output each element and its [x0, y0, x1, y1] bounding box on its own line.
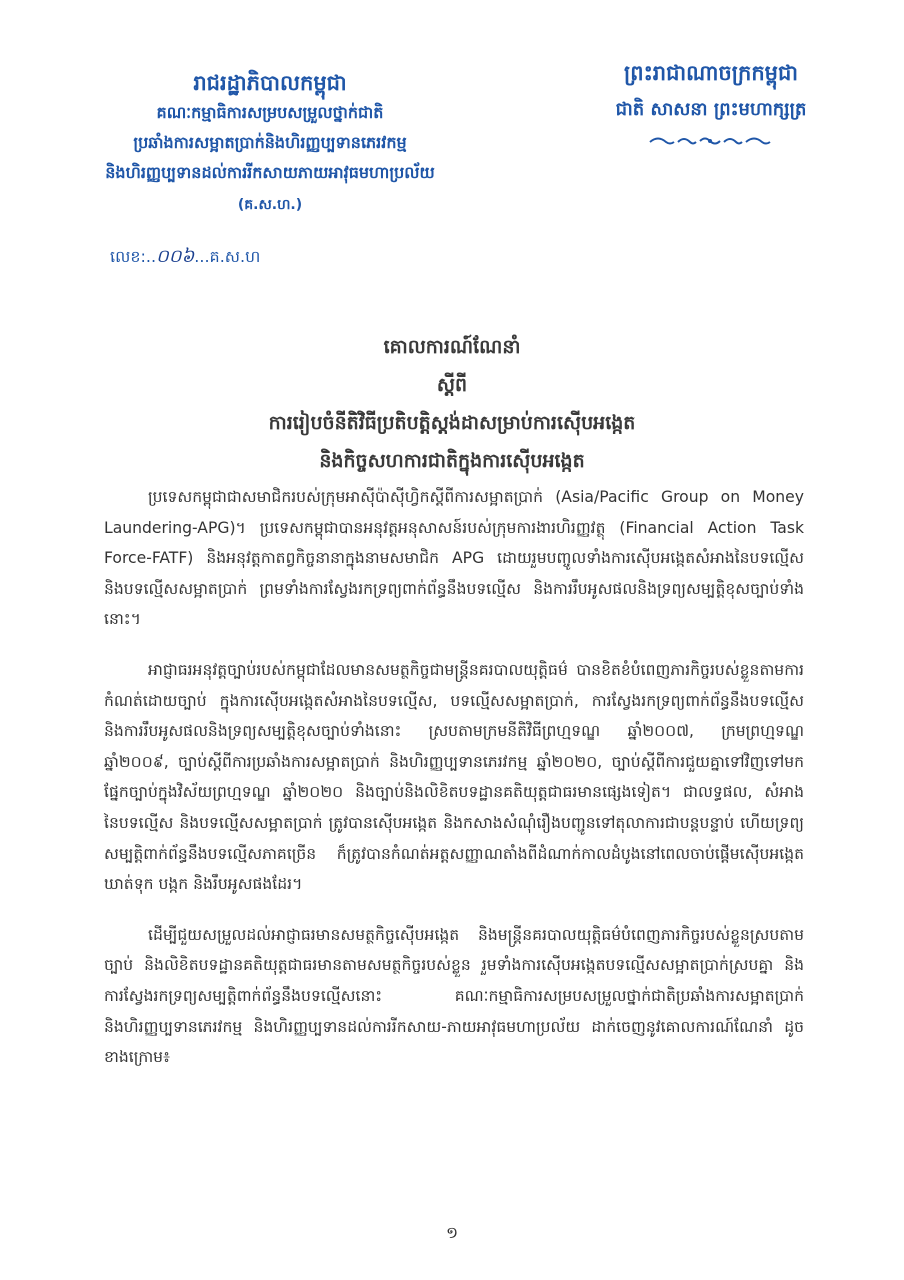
title-line-3: ការរៀបចំនីតិវិធីប្រតិបត្តិស្តង់ដាសម្រាប់ការស៊ើបអង្កេត [268, 412, 636, 434]
kingdom-header [586, 54, 836, 148]
reference-label: លេខ: [110, 247, 146, 266]
ornament-icon [646, 134, 776, 148]
committee-name: គណៈកម្មាធិការសម្របសម្រួលថ្នាក់ជាតិ [156, 103, 384, 122]
kingdom-name: ព្រះរាជាណាចក្រកម្ពុជា [623, 61, 798, 85]
document-title [150, 328, 754, 480]
title-line-1: គោលការណ៍ណែនាំ [383, 336, 521, 358]
paragraph: ដើម្បីជួយសម្រួលដល់អាជ្ញាធរមានសមត្ថកិច្ចស៊ើបអង្កេត និងមន្ត្រីនគរបាលយុត្តិធម៌បំពេញភារកិច្ចរបស់ខ្លួនស្របតាមច្បាប់ និងលិខិតបទដ្ឋានគតិយុត្តជាធរមានតាមសមត្ថកិច្ចរបស់ខ្លួន រួមទាំងការស៊ើបអង្កេតបទល្មើសសម្អាតប្រាក់ស្របគ្នា និងការស្វែងរកទ្រព្យសម្បត្តិពាក់ព័ន្ធនឹងបទល្មើសនោះ គណៈកម្មាធិការសម្របសម្រួលថ្នាក់ជាតិប្រឆាំងការសម្អាតប្រាក់ និងហិរញ្ញប្បទានភេរវកម្ម និងហិរញ្ញប្បទានដល់ការរីកសាយ-ភាយអាវុធមហាប្រល័យ ដាក់ចេញនូវគោលការណ៍ណែនាំ ដូចខាងក្រោម៖ [104, 925, 804, 1067]
reference-suffix: គ.ស.ហ [209, 247, 261, 266]
document-body [104, 482, 804, 1093]
committee-name-line3: និងហិរញ្ញប្បទានដល់ការរីកសាយភាយអាវុធមហាប្រល័យ [105, 163, 435, 182]
page-number: ១ [445, 1223, 459, 1242]
paragraph: ប្រទេសកម្ពុជាជាសមាជិករបស់ក្រុមអាស៊ីប៉ាស៊ីហ្វិកស្តីពីការសម្អាតប្រាក់ (Asia/Pacific Group on Money Laundering-APG)។ ប្រទេសកម្ពុជាបានអនុវត្តអនុសាសន៍របស់ក្រុមការងារហិរញ្ញវត្ថុ (Financial Action Task Force-FATF) និងអនុវត្តកាតព្វកិច្ចនានាក្នុងនាមសមាជិក APG ដោយរួមបញ្ចូលទាំងការស៊ើបអង្កេតសំអាងនៃបទល្មើស និងបទល្មើសសម្អាតប្រាក់ ព្រមទាំងការស្វែងរកទ្រព្យពាក់ព័ន្ធនឹងបទល្មើស និងការរឹបអូសផលនិងទ្រព្យសម្បត្តិខុសច្បាប់ទាំងនោះ។ [104, 488, 804, 629]
issuing-authority-header [60, 68, 480, 220]
committee-abbreviation: (គ.ស.ហ.) [237, 197, 303, 213]
title-line-2: ស្តីពី [436, 374, 468, 396]
reference-number: លេខ:..០០៦...គ.ស.ហ [110, 246, 261, 267]
government-name: រាជរដ្ឋាភិបាលកម្ពុជា [193, 71, 347, 95]
paragraph: អាជ្ញាធរអនុវត្តច្បាប់របស់កម្ពុជាដែលមានសមត្ថកិច្ចជាមន្ត្រីនគរបាលយុត្តិធម៌ បានខិតខំបំពេញភារកិច្ចរបស់ខ្លួនតាមការកំណត់ដោយច្បាប់ ក្នុងការស៊ើបអង្កេតសំអាងនៃបទល្មើស, បទល្មើសសម្អាតប្រាក់, ការស្វែងរកទ្រព្យពាក់ព័ន្ធនឹងបទល្មើស និងការរឹបអូសផលនិងទ្រព្យសម្បត្តិខុសច្បាប់ទាំងនោះ ស្របតាមក្រមនីតិវិធីព្រហ្មទណ្ឌ ឆ្នាំ២០០៧, ក្រមព្រហ្មទណ្ឌ ឆ្នាំ២០០៩, ច្បាប់ស្តីពីការប្រឆាំងការសម្អាតប្រាក់ និងហិរញ្ញប្បទានភេរវកម្ម ឆ្នាំ២០២០, ច្បាប់ស្តីពីការជួយគ្នាទៅវិញទៅមកផ្នែកច្បាប់ក្នុងវិស័យព្រហ្មទណ្ឌ ឆ្នាំ២០២០ និងច្បាប់និងលិខិតបទដ្ឋានគតិយុត្តជាធរមានផ្សេងទៀត។ ជាលទ្ធផល, សំអាងនៃបទល្មើស និងបទល្មើសសម្អាតប្រាក់ ត្រូវបានស៊ើបអង្កេត និងកសាងសំណុំរឿងបញ្ជូនទៅតុលាការជាបន្តបន្ទាប់ ហើយទ្រព្យសម្បត្តិពាក់ព័ន្ធនឹងបទល្មើសភាគច្រើន ក៏ត្រូវបានកំណត់អត្តសញ្ញាណតាំងពីដំណាក់កាលដំបូងនៅពេលចាប់ផ្តើមស៊ើបអង្កេត ឃាត់ទុក បង្កក និងរឹបអូសផងដែរ។ [104, 660, 804, 894]
national-motto: ជាតិ សាសនា ព្រះមហាក្សត្រ [615, 99, 807, 120]
title-line-4: និងកិច្ចសហការជាតិក្នុងការស៊ើបអង្កេត [319, 450, 585, 472]
reference-handwritten-number: ០០៦ [156, 246, 195, 267]
committee-name-line2: ប្រឆាំងការសម្អាតប្រាក់និងហិរញ្ញប្បទានភេរវកម្ម [133, 133, 407, 152]
